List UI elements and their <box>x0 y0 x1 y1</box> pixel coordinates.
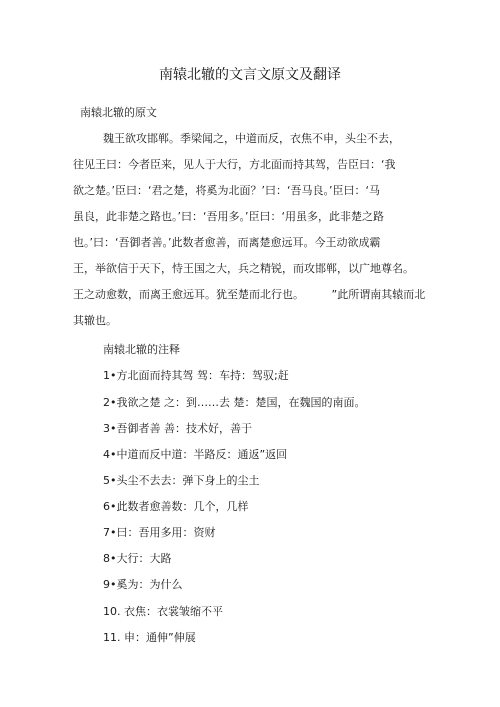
original-text-line: 往见王曰：今者臣来，见人于大行，方北面而持其驾，告臣曰：‘我 <box>73 158 396 171</box>
note-item: 1•方北面而持其驾 驾：车持：驾驭;赶 <box>103 369 289 382</box>
original-text-line: 其辙也。 <box>73 314 117 327</box>
note-item: 7•曰：吾用多用：资财 <box>103 526 216 539</box>
note-item: 4•中道而反中道：半路反：通返”返回 <box>103 448 288 461</box>
note-item: 5•头尘不去去：弹下身上的尘土 <box>103 474 260 487</box>
note-item: 8•大行：大路 <box>103 552 172 565</box>
original-text-line: 王，举欲信于天下，恃王国之大，兵之精锐，而攻邯郸，以广地尊名。 <box>73 262 414 275</box>
notes-heading: 南辕北辙的注释 <box>103 343 180 356</box>
original-text-line: 王之动愈数，而离王愈远耳。犹至楚而北行也。 ”此所谓南其辕而北 <box>73 288 426 301</box>
original-text-line: 欲之楚。’臣曰：‘君之楚，将奚为北面？’曰：‘吾马良。’臣曰：‘马 <box>73 184 380 197</box>
note-item: 6•此数者愈善数：几个，几样 <box>103 500 249 513</box>
note-item: 2•我欲之楚 之：到……去 楚：楚国，在魏国的南面。 <box>103 396 366 409</box>
note-item: 3•吾御者善 善：技术好，善于 <box>103 422 252 435</box>
document-title: 南辕北辙的文言文原文及翻译 <box>159 67 341 83</box>
note-item: 10. 衣焦：衣裳皱缩不平 <box>103 605 223 618</box>
original-text-line: 虽良，此非楚之路也。’曰：‘吾用多。’臣曰：‘用虽多，此非楚之路 <box>73 210 384 223</box>
note-item: 11. 申：通伸”伸展 <box>103 631 196 644</box>
note-item: 9•奚为：为什么 <box>103 578 183 591</box>
original-heading: 南辕北辙的原文 <box>80 106 157 119</box>
original-text-line: 魏王欲攻邯郸。季梁闻之，中道而反，衣焦不申，头尘不去， <box>103 132 400 145</box>
original-text-line: 也。’曰：‘吾御者善。’此数者愈善，而离楚愈远耳。今王动欲成霸 <box>73 236 381 249</box>
